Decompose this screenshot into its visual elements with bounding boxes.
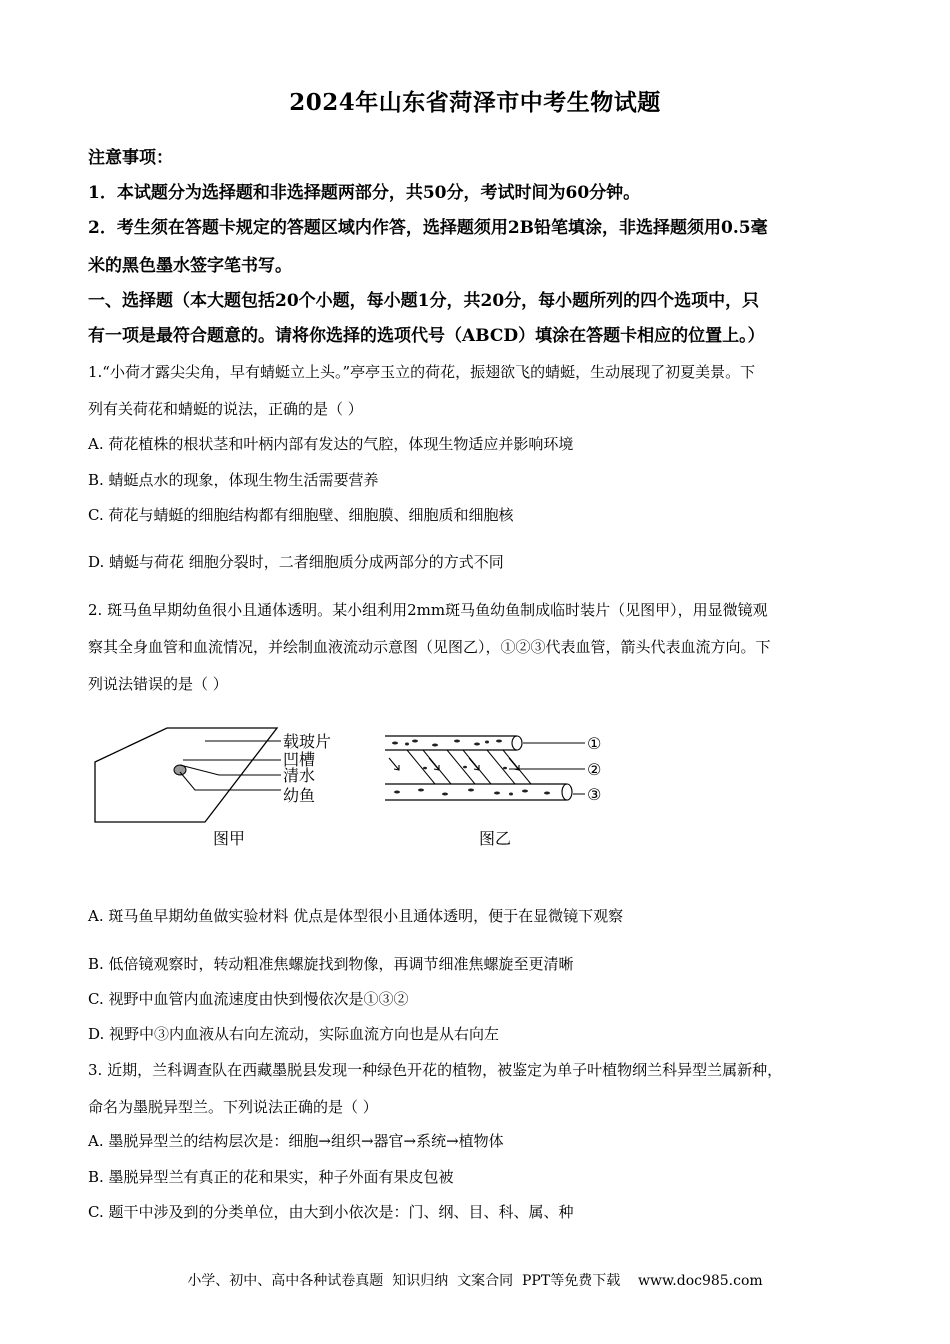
q1-option-d: D. 蜻蜓与荷花 细胞分裂时，二者细胞质分成两部分的方式不同 [88,553,504,571]
label-slide: 载玻片 [283,732,332,751]
label-vessel-2: ② [587,760,602,779]
q2-option-a: A. 斑马鱼早期幼鱼做实验材料 优点是体型很小且通体透明，便于在显微镜下观察 [88,907,624,925]
q3-option-a: A. 墨脱异型兰的结构层次是：细胞→组织→器官→系统→植物体 [88,1132,504,1150]
label-vessel-1: ① [587,734,602,753]
notice-item-1: 1．本试题分为选择题和非选择题两部分，共50分，考试时间为60分钟。 [88,183,641,203]
q3-option-b: B. 墨脱异型兰有真正的花和果实，种子外面有果皮包被 [88,1168,454,1186]
q2-stem-line2: 察其全身血管和血流情况，并绘制血液流动示意图（见图乙），①②③代表血管，箭头代表血流方向。下 [88,638,771,656]
page-title: 2024年山东省菏泽市中考生物试题 [289,89,661,116]
figure-a-slide [95,728,281,822]
q2-option-c: C. 视野中血管内血流速度由快到慢依次是①③② [88,990,409,1008]
q1-option-b: B. 蜻蜓点水的现象，体现生物生活需要营养 [88,471,379,489]
label-water: 清水 [283,766,316,785]
label-vessel-3: ③ [587,785,602,804]
q3-stem-line2: 命名为墨脱异型兰。下列说法正确的是（ ） [88,1098,378,1116]
label-groove: 凹槽 [283,750,316,769]
figure-b-vessels [385,736,585,800]
q2-option-d: D. 视野中③内血液从右向左流动，实际血流方向也是从右向左 [88,1025,500,1043]
notice-heading: 注意事项： [88,148,173,168]
q3-stem-line1: 3. 近期，兰科调查队在西藏墨脱县发现一种绿色开花的植物，被鉴定为单子叶植物纲兰科异型兰属新种， [88,1061,783,1079]
q1-stem-line1: 1.“小荷才露尖尖角，早有蜻蜓立上头。”亭亭玉立的荷花，振翅欲飞的蜻蜓，生动展现了初夏美景。下 [88,363,756,381]
q3-option-c: C. 题干中涉及到的分类单位，由大到小依次是：门、纲、目、科、属、种 [88,1203,574,1221]
q2-option-b: B. 低倍镜观察时，转动粗准焦螺旋找到物像，再调节细准焦螺旋至更清晰 [88,955,574,973]
caption-figure-a: 图甲 [213,829,246,848]
label-fish: 幼鱼 [283,786,316,805]
section-1-line1: 一、选择题（本大题包括20个小题，每小题1分，共20分，每小题所列的四个选项中，只 [88,291,760,311]
q2-figure [85,720,625,860]
section-1-line2: 有一项是最符合题意的。请将你选择的选项代号（ABCD）填涂在答题卡相应的位置上。） [88,326,765,346]
q2-stem-line3: 列说法错误的是（ ） [88,675,228,693]
notice-item-2-line1: 2．考生须在答题卡规定的答题区域内作答，选择题须用2B铅笔填涂，非选择题须用0.5毫 [88,218,768,238]
q1-option-a: A. 荷花植株的根状茎和叶柄内部有发达的气腔，体现生物适应并影响环境 [88,435,574,453]
notice-item-2-line2: 米的黑色墨水签字笔书写。 [88,256,292,276]
caption-figure-b: 图乙 [479,829,512,848]
q2-stem-line1: 2. 斑马鱼早期幼鱼很小且通体透明。某小组利用2mm斑马鱼幼鱼制成临时装片（见图甲），用显微镜观 [88,601,768,619]
page-footer: 小学、初中、高中各种试卷真题 知识归纳 文案合同 PPT等免费下载 www.doc985.com [187,1273,763,1289]
q1-option-c: C. 荷花与蜻蜓的细胞结构都有细胞壁、细胞膜、细胞质和细胞核 [88,506,514,524]
q1-stem-line2: 列有关荷花和蜻蜓的说法，正确的是（ ） [88,400,363,418]
